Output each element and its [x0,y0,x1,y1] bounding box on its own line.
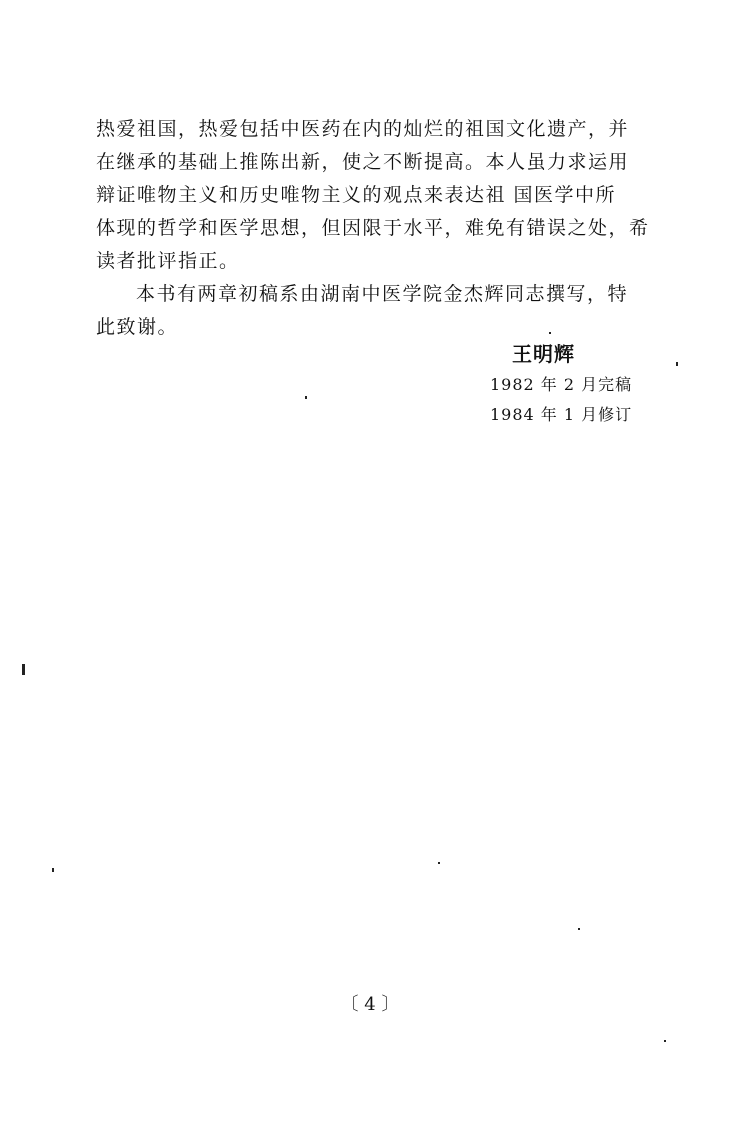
body-text [96,113,666,344]
date-revised: 1984 年 1 月修订 [490,405,633,424]
scan-speck [578,928,580,930]
body-line: 在继承的基础上推陈出新，使之不断提高。本人虽力求运用 [96,151,630,173]
scan-speck [676,362,678,366]
scan-speck [664,1040,666,1042]
body-line: 读者批评指正。 [96,250,240,272]
scan-speck [438,862,440,864]
body-line: 辩证唯物主义和历史唯物主义的观点来表达祖 国医学中所 [96,184,617,206]
author-signature: 王明辉 [512,342,575,366]
scan-speck [549,332,551,334]
body-line: 热爱祖国，热爱包括中医药在内的灿烂的祖国文化遗产，并 [96,118,630,140]
body-line: 体现的哲学和医学思想，但因限于水平，难免有错误之处，希 [96,217,650,239]
scan-speck [22,664,25,675]
page-number: 〔 4 〕 [340,994,400,1015]
body-line: 此致谢。 [96,316,179,338]
date-completed: 1982 年 2 月完稿 [490,375,633,394]
body-line: 本书有两章初稿系由湖南中医学院金杰辉同志撰写，特 [136,283,629,305]
scan-speck [305,396,307,399]
scan-speck [52,868,54,872]
